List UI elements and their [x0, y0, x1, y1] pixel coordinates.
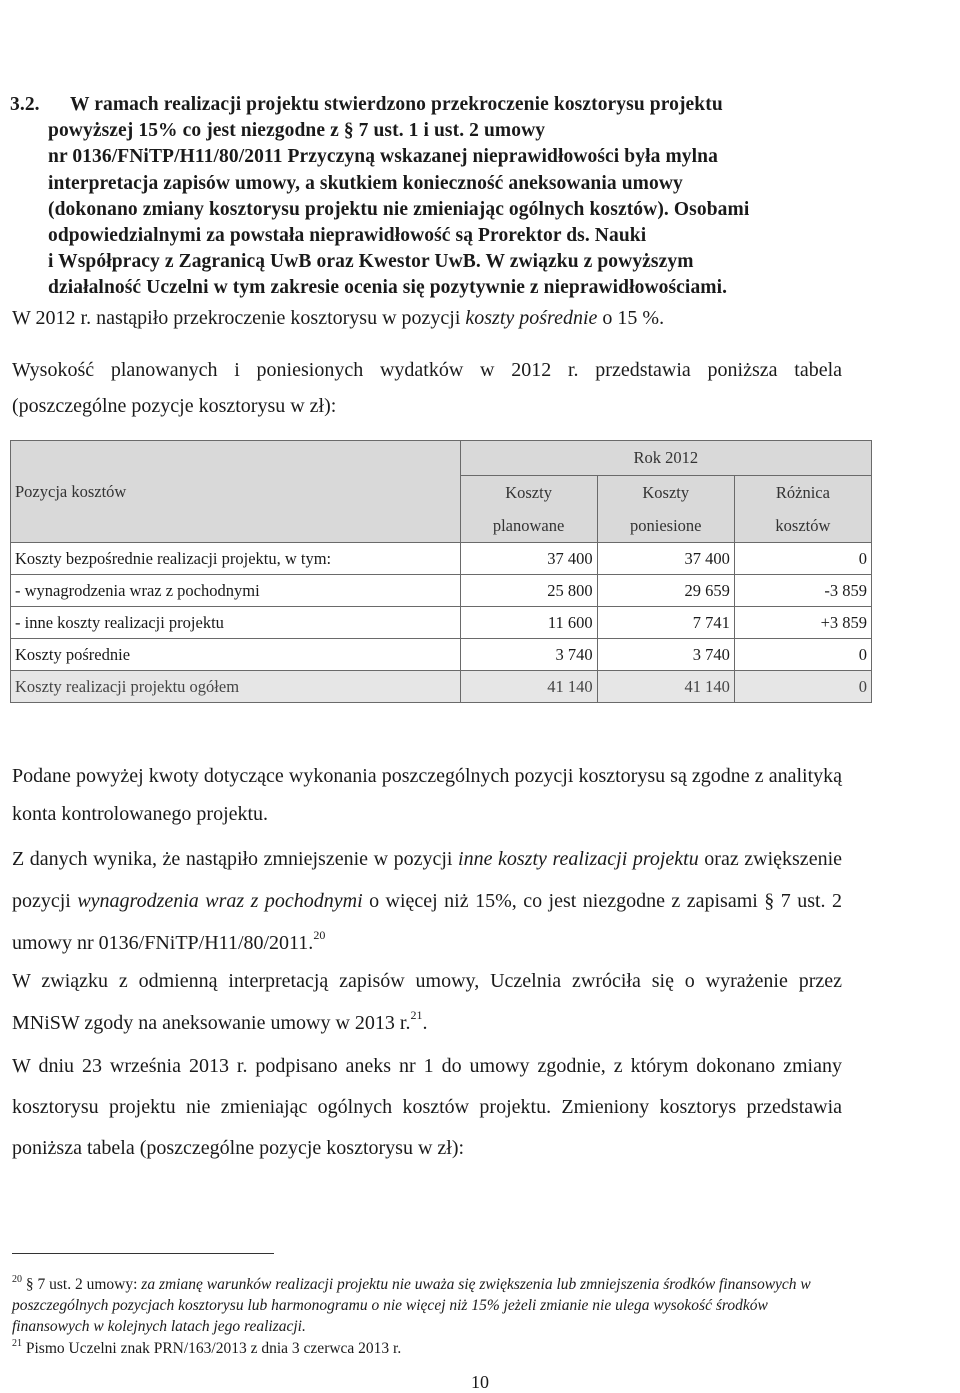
section-number: 3.2.	[10, 94, 40, 115]
row-label: - wynagrodzenia wraz z pochodnymi	[11, 575, 461, 607]
header-planned-sub: planowane	[460, 509, 597, 543]
page-number: 10	[471, 1372, 489, 1392]
section-line: nr 0136/FNiTP/H11/80/2011 Przyczyną wskazanej nieprawidłowości była mylna	[48, 146, 718, 168]
section-line: odpowiedzialnymi za powstała nieprawidłowość są Prorektor ds. Nauki	[48, 225, 647, 247]
section-line: interpretacja zapisów umowy, a skutkiem konieczność aneksowania umowy	[48, 172, 683, 194]
section-line: (dokonano zmiany kosztorysu projektu nie zmieniając ogólnych kosztów). Osobami	[48, 198, 750, 220]
paragraph-mnisw: W związku z odmienną interpretacją zapisów umowy, Uczelnia zwróciła się o wyrażenie przez MNiSW zgody na aneksowanie umowy w 2013 r.$^{21}$.	[12, 970, 842, 1034]
footnote-ref-20: 20	[313, 928, 326, 943]
row-label: Koszty bezpośrednie realizacji projektu, w tym:	[11, 543, 461, 575]
table-row	[11, 607, 872, 639]
paragraph-table-intro: Wysokość planowanych i poniesionych wydatków w 2012 r. przedstawia poniższa tabela (poszczególne pozycje kosztorysu w zł):	[12, 359, 842, 417]
footnote-ref-21: 21	[410, 1008, 423, 1023]
difference-value: +3 859	[734, 607, 871, 639]
incurred-value: 41 140	[597, 671, 734, 703]
table-row	[11, 575, 872, 607]
planned-value: 3 740	[460, 639, 597, 671]
section-line: i Współpracy z Zagranicą UwB oraz Kwestor UwB. W związku z powyższym	[48, 251, 694, 273]
paragraph-decrease: Z danych wynika, że nastąpiło zmniejszenie w pozycji inne koszty realizacji projektu oraz zwiększenie pozycji wynagrodzenia wraz z pochodnymi o więcej niż 15%, co jest niezgodne z zapisami § 7 ust. 2 umowy nr 0136/FNiTP/H11/80/2011.20	[12, 848, 842, 954]
incurred-value: 3 740	[597, 639, 734, 671]
section-3-2	[10, 92, 842, 302]
header-difference: Różnica	[734, 476, 871, 510]
header-incurred: Koszty	[597, 476, 734, 510]
paragraph-annex: W dniu 23 września 2013 r. podpisano aneks nr 1 do umowy zgodnie, z którym dokonano zmiany kosztorysu projektu nie zmieniając ogólnych kosztów projektu. Zmieniony kosztorys przedstawia poniższa tabela (poszczególne pozycje kosztorysu w zł):	[12, 1055, 842, 1159]
difference-value: -3 859	[734, 575, 871, 607]
cost-table-2012	[10, 440, 872, 703]
planned-value: 25 800	[460, 575, 597, 607]
header-year: Rok 2012	[460, 441, 871, 476]
difference-value: 0	[734, 543, 871, 575]
difference-value: 0	[734, 639, 871, 671]
paragraph-2012-overrun: W 2012 r. nastąpiło przekroczenie kosztorysu w pozycji koszty pośrednie o 15 %.	[12, 307, 665, 329]
incurred-value: 29 659	[597, 575, 734, 607]
incurred-value: 37 400	[597, 543, 734, 575]
table-row-total	[11, 671, 872, 703]
header-planned: Koszty	[460, 476, 597, 510]
row-label: - inne koszty realizacji projektu	[11, 607, 461, 639]
header-incurred-sub: poniesione	[597, 509, 734, 543]
row-label: Koszty pośrednie	[11, 639, 461, 671]
planned-value: 41 140	[460, 671, 597, 703]
planned-value: 37 400	[460, 543, 597, 575]
table-row	[11, 543, 872, 575]
table-row	[11, 639, 872, 671]
row-label: Koszty realizacji projektu ogółem	[11, 671, 461, 703]
header-difference-sub: kosztów	[734, 509, 871, 543]
header-position: Pozycja kosztów	[11, 441, 461, 543]
difference-value: 0	[734, 671, 871, 703]
footnote-20: $^{20}$ § 7 ust. 2 umowy: za zmianę warunków realizacji projektu nie uważa się zwiększenia lub zmniejszenia środków finansowych w poszczególnych pozycjach kosztorysu lub harmonogramu o nie więcej niż 15% jeżeli zmianie nie ulega wysokość środków finansowych w kolejnych latach jego realizacji.	[12, 1273, 811, 1335]
section-line: 3.2. W ramach realizacji projektu stwierdzono przekroczenie kosztorysu projektu	[10, 92, 842, 118]
section-line: działalność Uczelni w tym zakresie ocenia się pozytywnie z nieprawidłowościami.	[48, 277, 728, 299]
incurred-value: 7 741	[597, 607, 734, 639]
footnote-separator	[12, 1253, 274, 1254]
footnote-21: $^{21}$ Pismo Uczelni znak PRN/163/2013 z dnia 3 czerwca 2013 r.	[12, 1337, 402, 1357]
paragraph-analytics: Podane powyżej kwoty dotyczące wykonania poszczególnych pozycji kosztorysu są zgodne z analityką konta kontrolowanego projektu.	[12, 765, 842, 825]
planned-value: 11 600	[460, 607, 597, 639]
section-line: powyższej 15% co jest niezgodne z § 7 ust. 1 i ust. 2 umowy	[48, 120, 546, 142]
